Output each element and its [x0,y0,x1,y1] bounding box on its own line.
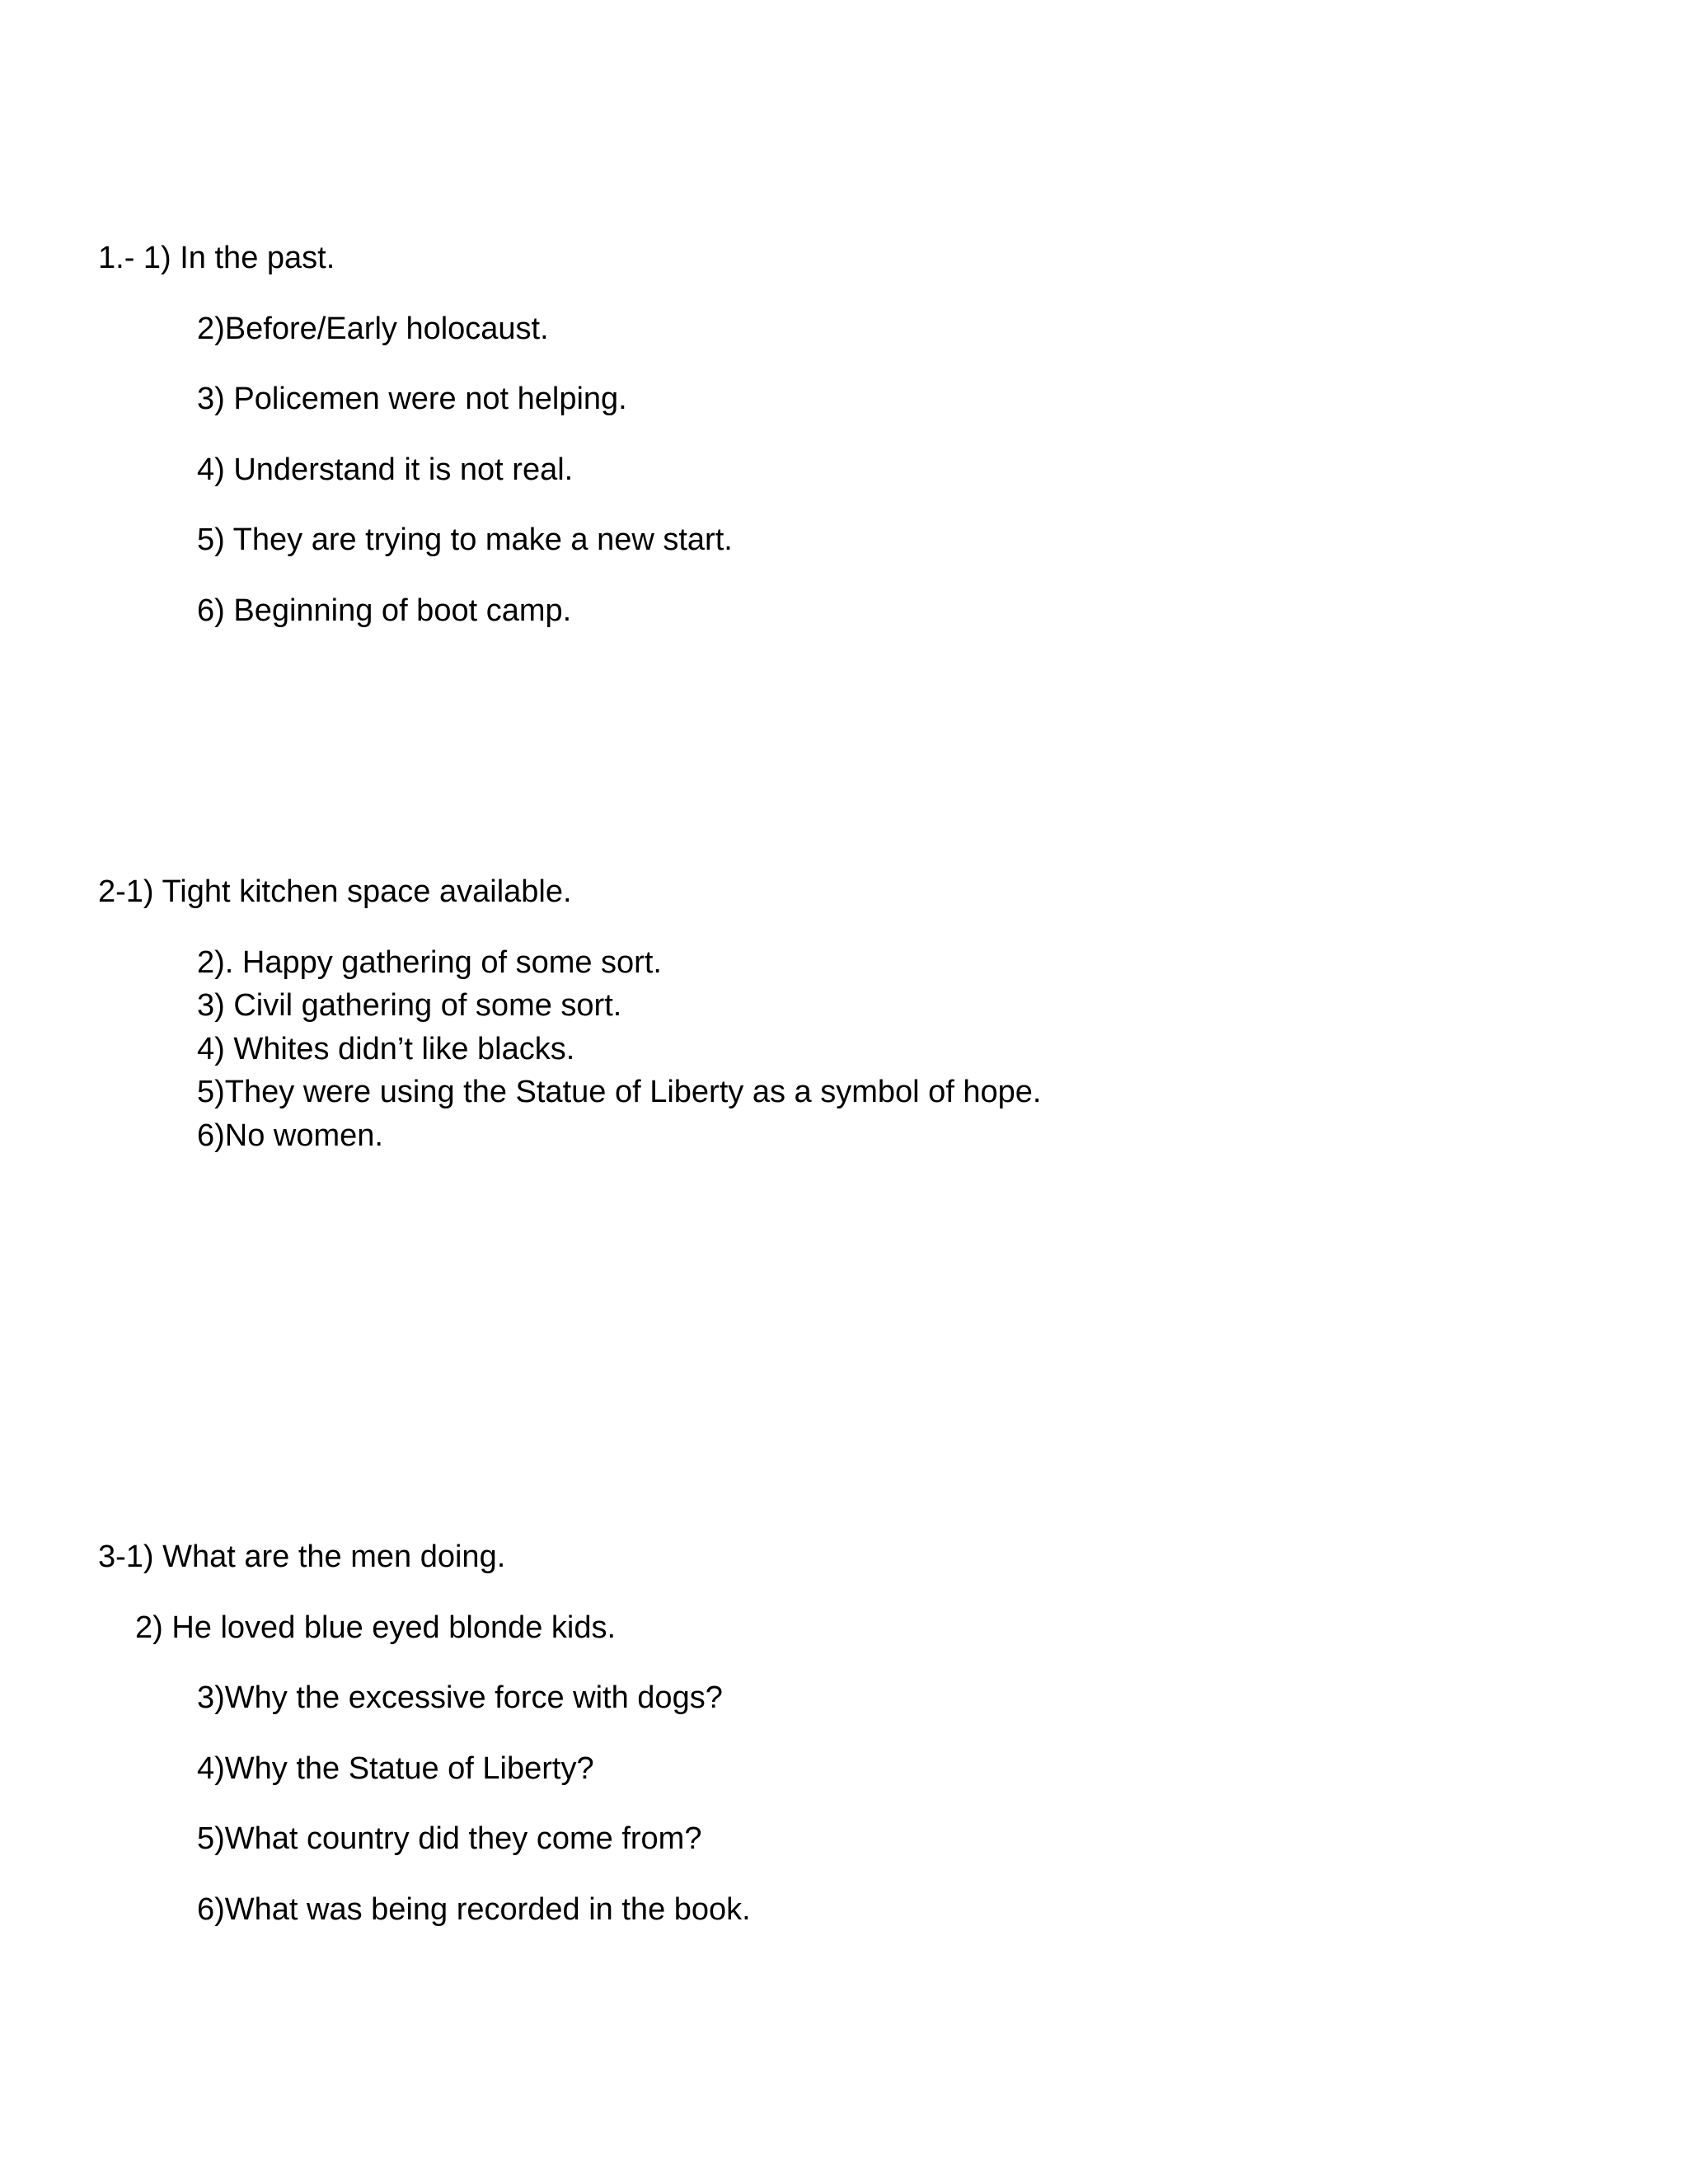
section-2-line-2: 2). Happy gathering of some sort. [197,945,662,980]
section-3-line-1: 3-1) What are the men doing. [98,1540,506,1574]
section-1-line-3: 3) Policemen were not helping. [197,382,627,416]
section-1-line-2: 2)Before/Early holocaust. [197,312,549,346]
section-2-line-6: 6)No women. [197,1118,383,1153]
section-1-line-5: 5) They are trying to make a new start. [197,523,733,557]
section-2-line-4: 4) Whites didn’t like blacks. [197,1032,575,1066]
section-1-line-1: 1.- 1) In the past. [98,241,335,275]
section-2-line-1: 2-1) Tight kitchen space available. [98,874,572,909]
section-3-line-4: 4)Why the Statue of Liberty? [197,1751,594,1786]
section-3-line-2: 2) He loved blue eyed blonde kids. [135,1610,617,1645]
section-3-line-6: 6)What was being recorded in the book. [197,1892,751,1927]
section-1-line-4: 4) Understand it is not real. [197,452,574,487]
section-2-line-5: 5)They were using the Statue of Liberty as a symbol of hope. [197,1075,1042,1109]
section-3-line-5: 5)What country did they come from? [197,1821,702,1856]
section-2-line-3: 3) Civil gathering of some sort. [197,988,622,1023]
section-3-line-3: 3)Why the excessive force with dogs? [197,1680,723,1715]
section-1-line-6: 6) Beginning of boot camp. [197,593,572,628]
